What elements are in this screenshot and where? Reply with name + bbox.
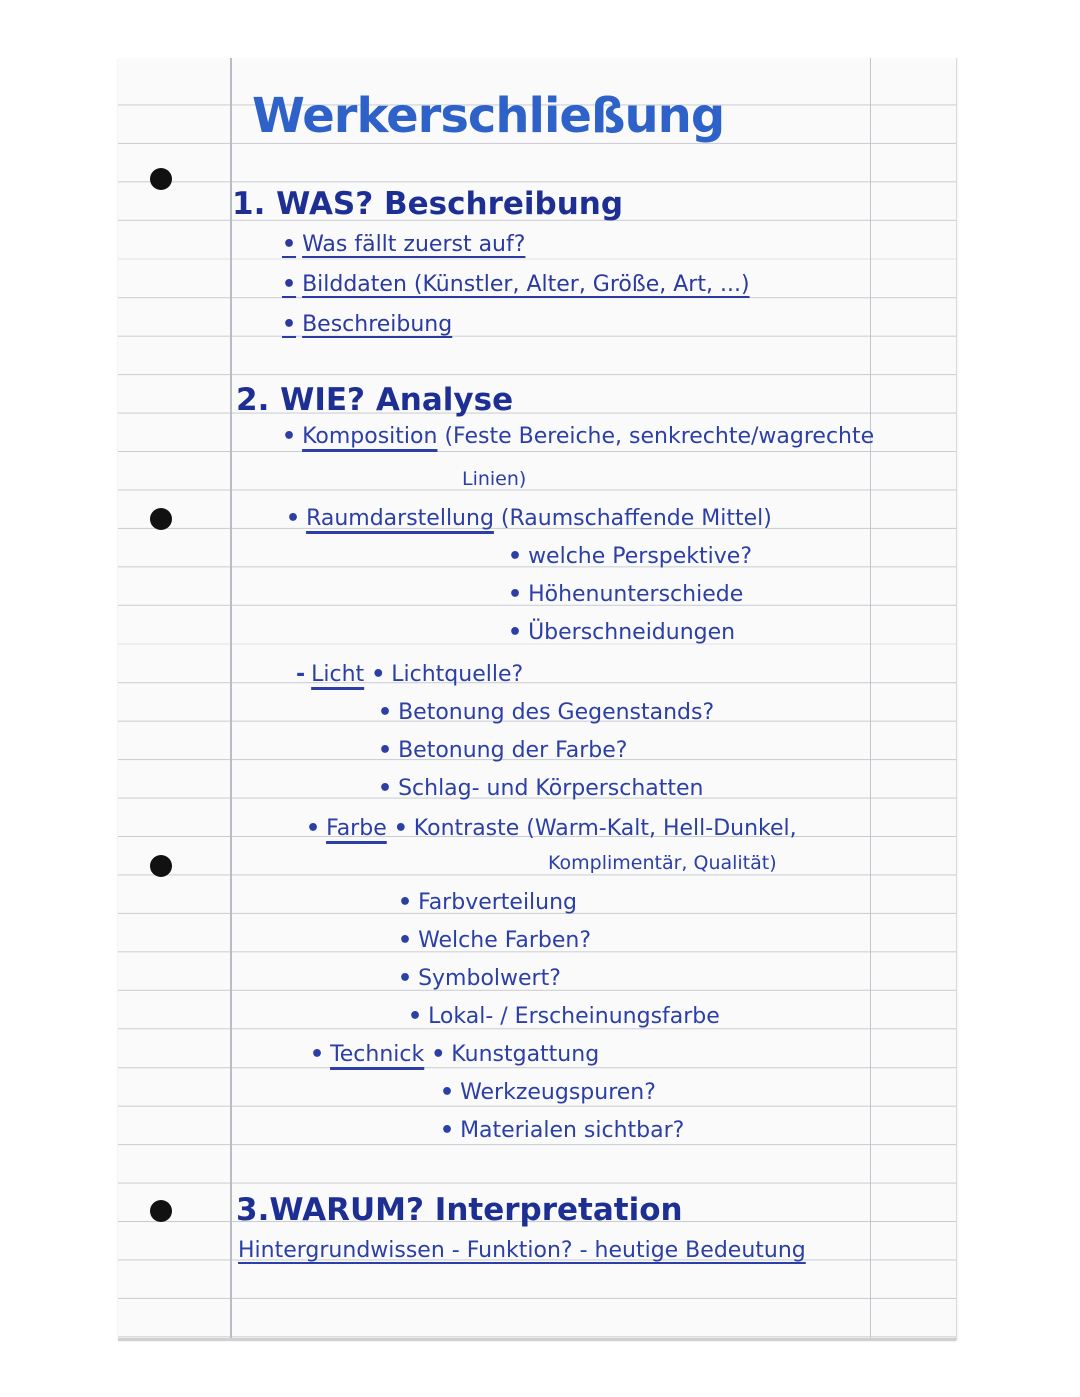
margin-line-right bbox=[870, 58, 871, 1340]
raumdarstellung-item: • Höhenunterschiede bbox=[508, 582, 744, 607]
punch-hole bbox=[150, 508, 172, 530]
margin-line bbox=[230, 58, 232, 1340]
technick-entry: • Technick • Kunstgattung bbox=[310, 1042, 600, 1067]
section-1-heading: 1. WAS? Beschreibung bbox=[232, 186, 624, 222]
punch-hole bbox=[150, 855, 172, 877]
technick-item: • Materialen sichtbar? bbox=[440, 1118, 685, 1143]
komposition-entry: • Komposition (Feste Bereiche, senkrechte/wagrechte bbox=[282, 424, 875, 449]
farbe-label: Farbe bbox=[326, 816, 387, 841]
page-title: Werkerschließung bbox=[252, 88, 725, 144]
section-1-item: • Was fällt zuerst auf? bbox=[282, 232, 526, 257]
licht-entry: - Licht • Lichtquelle? bbox=[296, 662, 524, 687]
licht-item: • Betonung des Gegenstands? bbox=[378, 700, 715, 725]
section-2-heading: 2. WIE? Analyse bbox=[236, 382, 514, 418]
licht-item: • Schlag- und Körperschatten bbox=[378, 776, 704, 801]
page-bottom-edge bbox=[118, 1338, 956, 1341]
punch-hole bbox=[150, 1200, 172, 1222]
farbe-item: • Farbverteilung bbox=[398, 890, 578, 915]
farbe-entry: • Farbe • Kontraste (Warm-Kalt, Hell-Dunkel, bbox=[306, 816, 797, 841]
raumdarstellung-label: Raumdarstellung bbox=[306, 506, 494, 531]
notebook-page bbox=[118, 58, 957, 1340]
farbe-item: • Lokal- / Erscheinungsfarbe bbox=[408, 1004, 720, 1029]
section-3-heading: 3.WARUM? Interpretation bbox=[236, 1192, 683, 1228]
technick-label: Technick bbox=[330, 1042, 425, 1067]
komposition-continuation: Linien) bbox=[462, 468, 527, 490]
farbe-item: • Welche Farben? bbox=[398, 928, 592, 953]
raumdarstellung-item: • Überschneidungen bbox=[508, 620, 736, 645]
section-1-item: • Beschreibung bbox=[282, 312, 453, 337]
section-1-item: • Bilddaten (Künstler, Alter, Größe, Art, ...) bbox=[282, 272, 750, 297]
licht-item: • Betonung der Farbe? bbox=[378, 738, 628, 763]
licht-label: Licht bbox=[311, 662, 365, 687]
raumdarstellung-item: • welche Perspektive? bbox=[508, 544, 753, 569]
raumdarstellung-entry: • Raumdarstellung (Raumschaffende Mittel) bbox=[286, 506, 772, 531]
technick-item: • Werkzeugspuren? bbox=[440, 1080, 656, 1105]
punch-hole bbox=[150, 168, 172, 190]
section-3-text: Hintergrundwissen - Funktion? - heutige Bedeutung bbox=[238, 1238, 806, 1263]
farbe-kontraste-continuation: Komplimentär, Qualität) bbox=[548, 852, 777, 874]
farbe-item: • Symbolwert? bbox=[398, 966, 561, 991]
komposition-label: Komposition bbox=[302, 424, 438, 449]
